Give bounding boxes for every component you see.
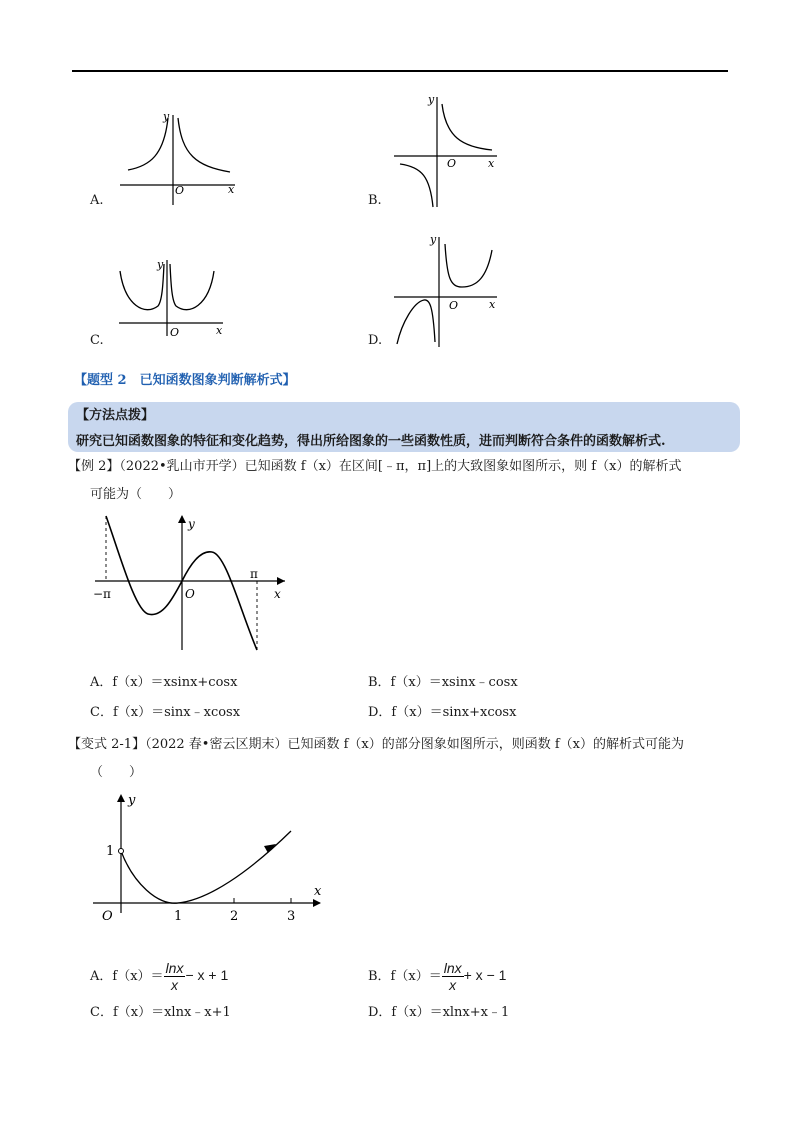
section-heading: 【题型 2 已知函数图象判断解析式】 (74, 373, 296, 388)
graph-b-origin: O (447, 157, 457, 170)
example2-option-c: C．f（x）＝sinx﹣xcosx (90, 705, 241, 720)
graph-c-x-label: x (216, 324, 223, 337)
graph-c (115, 256, 230, 338)
variant21-x-label: x (314, 884, 322, 899)
graph-b-x-label: x (488, 157, 495, 170)
variant21-option-a (90, 955, 228, 995)
variant21-option-b-suffix: + x − 1 (463, 967, 507, 983)
graph-b (392, 92, 502, 210)
variant21-option-b-numerator: lnx (443, 960, 462, 976)
variant21-x-tick-2: 2 (230, 909, 239, 924)
example2-graph (90, 510, 290, 655)
variant21-option-b-fraction (442, 960, 464, 993)
variant21-option-b-prefix: B．f（x）＝ (368, 969, 442, 984)
graph-d-origin: O (449, 299, 459, 312)
example2-neg-pi-label: −π (93, 587, 111, 601)
graph-a-origin: O (175, 184, 185, 197)
variant21-stem-line1: 【变式 2-1】（2022 春•密云区期末）已知函数 f（x）的部分图象如图所示，则函数 f（x）的解析式可能为 (68, 737, 685, 752)
variant21-option-c: C．f（x）＝xlnx﹣x+1 (90, 1005, 231, 1020)
example2-x-label: x (274, 587, 281, 601)
graph-a (120, 110, 245, 210)
option-c-label: C. (90, 333, 104, 348)
variant21-option-b-denominator: x (449, 977, 457, 993)
variant21-x-tick-1: 1 (174, 909, 183, 924)
variant21-origin: O (102, 909, 113, 924)
method-box-title: 【方法点拨】 (76, 408, 155, 423)
example2-origin: O (185, 587, 195, 601)
graph-c-y-label: y (157, 258, 164, 271)
variant21-option-d: D．f（x）＝xlnx+x﹣1 (368, 1005, 510, 1020)
variant21-y-tick-1: 1 (106, 844, 115, 859)
variant21-option-a-numerator: lnx (165, 960, 184, 976)
graph-c-origin: O (170, 326, 180, 338)
variant21-option-a-fraction (164, 960, 186, 993)
example2-y-label: y (188, 517, 195, 531)
graph-a-x-label: x (228, 183, 235, 196)
variant21-y-label: y (128, 793, 136, 808)
graph-b-y-label: y (428, 93, 435, 106)
example2-option-d: D．f（x）＝sinx+xcosx (368, 705, 517, 720)
example2-option-b: B．f（x）＝xsinx﹣cosx (368, 675, 518, 690)
variant21-stem-line2: （ ） (90, 765, 143, 780)
example2-option-a: A．f（x）＝xsinx+cosx (90, 675, 238, 690)
graph-a-y-label: y (163, 110, 170, 123)
method-box (68, 402, 740, 452)
option-b-label: B. (368, 193, 382, 208)
graph-d-y-label: y (430, 233, 437, 246)
variant21-option-b (368, 955, 506, 995)
variant21-option-a-prefix: A．f（x）＝ (90, 969, 164, 984)
example2-stem-line1: 【例 2】（2022•乳山市开学）已知函数 f（x）在区间[﹣π，π]上的大致图象如图所示，则 f（x）的解析式 (68, 459, 682, 474)
graph-d-x-label: x (489, 298, 496, 311)
graph-d (392, 232, 502, 350)
variant21-x-tick-3: 3 (287, 909, 296, 924)
variant21-option-a-denominator: x (171, 977, 178, 993)
variant21-option-a-suffix: − x + 1 (185, 967, 229, 983)
header-rule (72, 70, 728, 72)
example2-stem-line2: 可能为（ ） (90, 487, 182, 502)
variant21-graph (88, 788, 333, 928)
option-a-label: A. (90, 193, 104, 208)
option-d-label: D. (368, 333, 383, 348)
example2-pi-label: π (250, 567, 258, 581)
method-box-text: 研究已知函数图象的特征和变化趋势，得出所给图象的一些函数性质，进而判断符合条件的函数解析式. (76, 434, 666, 449)
